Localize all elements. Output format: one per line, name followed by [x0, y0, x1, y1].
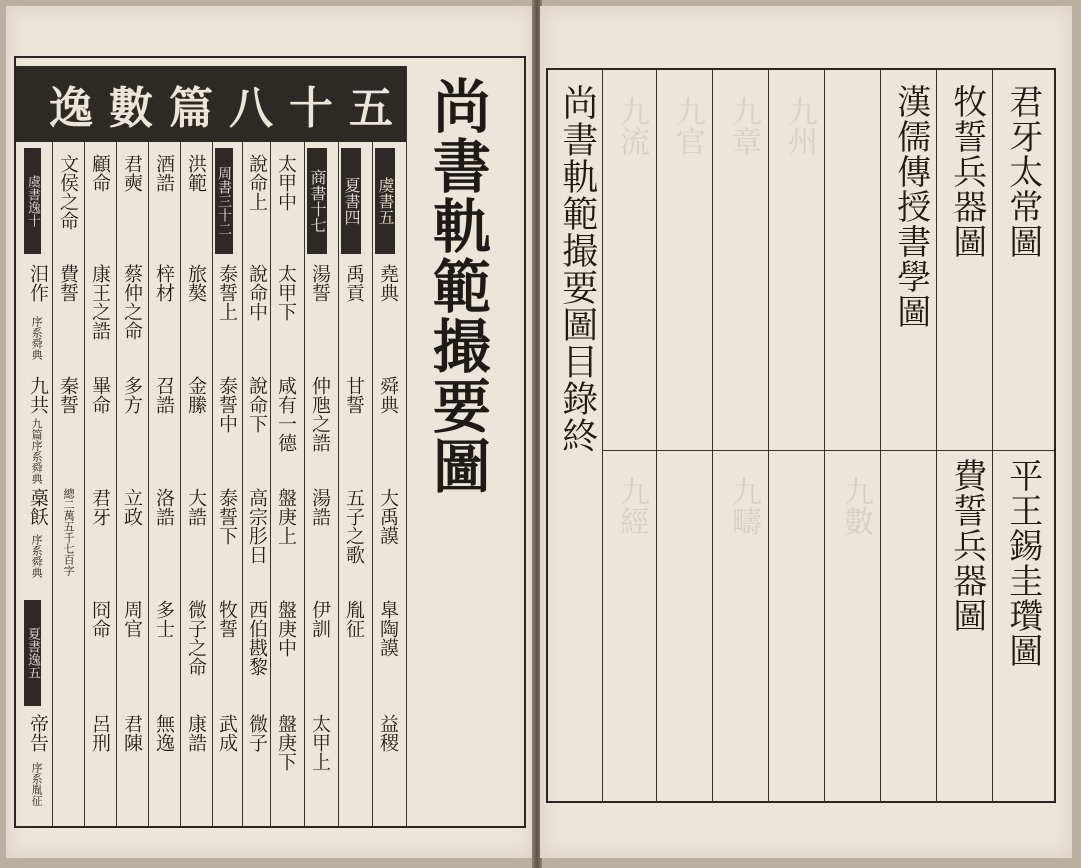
chapter: 君牙: [89, 488, 111, 526]
chapter: 康王之誥: [89, 264, 111, 340]
bleed-through-text: 九章: [726, 96, 761, 156]
bleed-through-text: 九官: [670, 96, 705, 156]
chapter: 費誓: [57, 264, 79, 302]
chapter: 咸有一德: [275, 376, 297, 452]
divider: [372, 142, 373, 826]
bleed-through-text: 九流: [614, 96, 649, 156]
chapter: 周官: [121, 600, 143, 638]
chapter: 堯典: [377, 264, 399, 302]
divider: [992, 70, 993, 802]
divider: [406, 66, 407, 826]
chapter: 君奭: [121, 154, 143, 192]
divider: [304, 142, 305, 826]
chapter: 槀飫: [27, 488, 49, 526]
chapter: 湯誥: [309, 488, 331, 526]
chapter: 太甲下: [275, 264, 297, 321]
chapter: 汨作: [27, 264, 49, 302]
divider: [768, 70, 769, 802]
chapter: 禹貢: [343, 264, 365, 302]
note: 九篇序系舜典: [30, 418, 44, 484]
note: 序系舜典: [30, 316, 44, 360]
banner-char: 五: [349, 83, 403, 134]
contents-entry: 牧誓兵器圖: [946, 84, 987, 259]
divider: [656, 70, 657, 802]
chapter: 秦誓: [57, 376, 79, 414]
divider: [824, 70, 825, 802]
bleed-through-text: 九經: [614, 476, 649, 536]
chapter: 泰誓中: [216, 376, 238, 433]
chapter: 胤征: [343, 600, 365, 638]
bleed-through-text: 九數: [838, 476, 873, 536]
chapter: 文侯之命: [57, 154, 79, 230]
chapter: 伊訓: [309, 600, 331, 638]
banner-char: 數: [109, 83, 163, 134]
chapter: 說命下: [246, 376, 268, 433]
chapter: 顧命: [89, 154, 111, 192]
divider: [84, 142, 85, 826]
chapter: 益稷: [377, 714, 399, 752]
divider: [338, 142, 339, 826]
chapter: 無逸: [153, 714, 175, 752]
note: 序系胤征: [30, 762, 44, 806]
chapter: 多士: [153, 600, 175, 638]
chapter: 九共: [27, 376, 49, 414]
chapter: 蔡仲之命: [121, 264, 143, 340]
chapter: 太甲上: [309, 714, 331, 771]
chapter: 仲虺之誥: [309, 376, 331, 452]
right-page: [540, 6, 1072, 858]
divider: [180, 142, 181, 826]
chapter: 微子之命: [185, 600, 207, 676]
divider: [712, 70, 713, 802]
chapter: 說命中: [246, 264, 268, 321]
section-label: 虞書五: [375, 148, 395, 254]
chapter: 旅獒: [185, 264, 207, 302]
chapter: 召誥: [153, 376, 175, 414]
contents-entry: 費誓兵器圖: [946, 458, 987, 633]
divider: [880, 70, 881, 802]
chapter: 武成: [216, 714, 238, 752]
banner-char: 八: [229, 83, 283, 134]
divider: [270, 142, 271, 826]
section-label: 夏書逸五: [24, 600, 41, 706]
left-page: [6, 6, 534, 858]
note: 總二萬五千七百字: [62, 488, 76, 576]
divider: [242, 142, 243, 826]
divider: [52, 142, 53, 826]
chapter: 冏命: [89, 600, 111, 638]
chapter: 微子: [246, 714, 268, 752]
divider: [936, 70, 937, 802]
chapter: 舜典: [377, 376, 399, 414]
chapter: 臯陶謨: [377, 600, 399, 657]
chapter: 梓材: [153, 264, 175, 302]
section-label: 夏書四: [341, 148, 361, 254]
bleed-through-text: 九疇: [726, 476, 761, 536]
chapter: 盤庚中: [275, 600, 297, 657]
chapter: 立政: [121, 488, 143, 526]
chapter: 酒誥: [153, 154, 175, 192]
chapter: 金縢: [185, 376, 207, 414]
chapter: 泰誓下: [216, 488, 238, 545]
chapter: 湯誓: [309, 264, 331, 302]
divider: [116, 142, 117, 826]
divider: [212, 142, 213, 826]
main-title: 尚書軌範撮要圖: [422, 76, 491, 496]
chapter: 畢命: [89, 376, 111, 414]
chapter: 太甲中: [275, 154, 297, 211]
chapter: 康誥: [185, 714, 207, 752]
contents-entry: 君牙太常圖: [1002, 84, 1043, 259]
chapter: 呂刑: [89, 714, 111, 752]
banner-char: 十: [289, 83, 343, 134]
chapter: 君陳: [121, 714, 143, 752]
chapter: 大誥: [185, 488, 207, 526]
chapter: 盤庚上: [275, 488, 297, 545]
chapter: 說命上: [246, 154, 268, 211]
contents-entry: 漢儒傳授書學圖: [890, 84, 931, 329]
section-label: 虞書逸十: [24, 148, 41, 254]
banner-char: 逸: [49, 83, 103, 134]
note: 序系舜典: [30, 534, 44, 578]
banner-char: 篇: [169, 83, 223, 134]
bleed-through-text: 九州: [782, 96, 817, 156]
chapter: 盤庚下: [275, 714, 297, 771]
chapter: 牧誓: [216, 600, 238, 638]
chapter: 五子之歌: [343, 488, 365, 564]
chapter: 洪範: [185, 154, 207, 192]
chapter: 高宗肜日: [246, 488, 268, 564]
section-label: 周書三十二: [215, 148, 233, 254]
divider: [602, 450, 1054, 451]
divider: [148, 142, 149, 826]
chapter: 西伯戡黎: [246, 600, 268, 676]
contents-entry: 平王錫圭瓚圖: [1002, 458, 1043, 668]
chapter: 甘誓: [343, 376, 365, 414]
chapter: 洛誥: [153, 488, 175, 526]
chapter: 多方: [121, 376, 143, 414]
section-label: 商書十七: [307, 148, 327, 254]
divider: [602, 70, 603, 802]
chapter: 帝告: [27, 714, 49, 752]
title-banner: [16, 66, 406, 142]
chapter: 大禹謨: [377, 488, 399, 545]
chapter: 泰誓上: [216, 264, 238, 321]
contents-end-title: 尚書軌範撮要圖目錄終: [556, 84, 598, 454]
